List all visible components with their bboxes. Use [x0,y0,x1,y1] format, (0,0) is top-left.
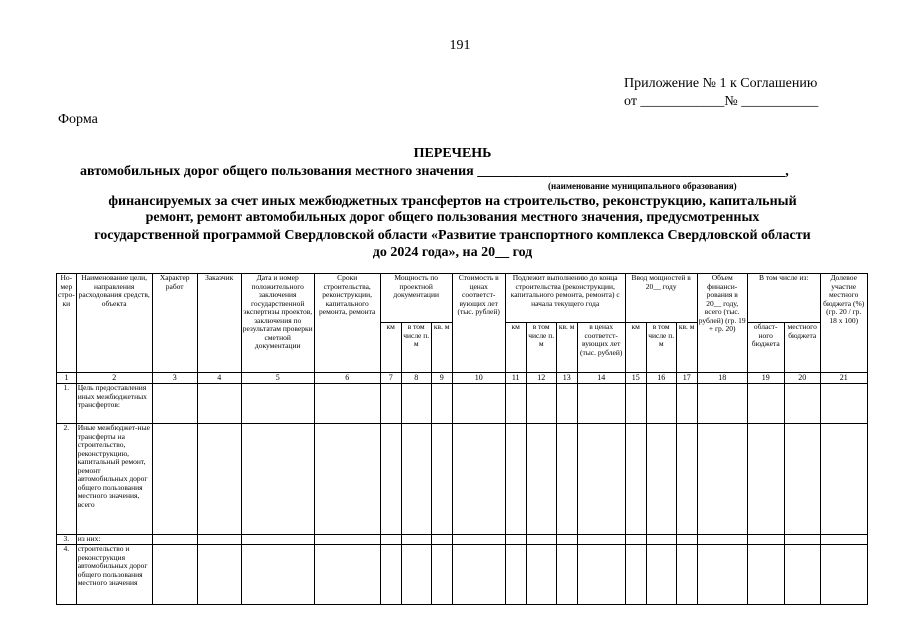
column-number: 4 [197,373,241,384]
header-sqm: кв. м [431,323,452,373]
column-number: 17 [676,373,697,384]
municipality-hint: (наименование муниципального образования) [548,181,737,191]
row-name: Цель предоставления иных межбюджетных трансфертов: [76,384,152,424]
title-line-2: финансируемых за счет иных межбюджетных трансфертов на строительство, реконструкцию, капитальный [108,194,797,209]
row-name: Иные межбюджет-ные трансферты на строительство, реконструкцию, капитальный ремонт, ремонт автомобильных дорог общего пользования местного значения, всего [76,424,152,535]
header-expertise: Дата и номер положительного заключения государственной экспертизы проектов, заключения по результатам проверки сметной документации [241,274,314,373]
column-number: 16 [646,373,676,384]
header-customer: Заказчик [197,274,241,373]
header-target-name: Наименование цели, направления расходования средств, объекта [76,274,152,373]
column-number: 12 [526,373,556,384]
header-funding-volume: Объем финанси-рования в 20__ году, всего (тыс. рублей) (гр. 19 + гр. 20) [697,274,747,373]
appendix-date-number: от ____________№ ___________ [624,94,819,109]
title-line-4: государственной программой Свердловской области «Развитие транспортного комплекса Свердловской области [94,228,811,243]
title-line-1: автомобильных дорог общего пользования местного значения ____________________________________________, [80,164,789,179]
row-number: 3. [57,535,77,545]
header-cost: Стоимость в ценах соответст-вующих лет (тыс. рублей) [452,274,505,373]
appendix-line: Приложение № 1 к Соглашению [624,76,818,91]
document-heading: ПЕРЕЧЕНЬ [413,146,492,161]
header-incl-pm: в том числе п. м [646,323,676,373]
header-incl-pm: в том числе п. м [526,323,556,373]
column-number: 10 [452,373,505,384]
header-km: км [505,323,526,373]
column-numbers-row [57,373,868,384]
column-number: 8 [401,373,431,384]
title-line-3: ремонт, ремонт автомобильных дорог общего пользования местного значения, предусмотренных [145,210,760,225]
header-incl-pm: в том числе п. м [401,323,431,373]
row-number: 1. [57,384,77,424]
column-number: 13 [556,373,577,384]
header-work-type: Характер работ [152,274,197,373]
header-local-share: Долевое участие местного бюджета (%) (гр. 20 / гр. 18 х 100) [820,274,867,373]
header-km: км [625,323,646,373]
column-number: 15 [625,373,646,384]
column-number: 20 [784,373,820,384]
header-row-number: Но-мер стро-ки [57,274,77,373]
column-number: 5 [241,373,314,384]
header-terms: Сроки строительства, реконструкции, капитального ремонта, ремонта [314,274,380,373]
page-number: 191 [449,38,471,53]
header-prices: в ценах соответст-вующих лет (тыс. рублей) [577,323,625,373]
header-remaining-work: Подлежит выполнению до конца строительства (реконструкции, капитального ремонта, ремонта) с начала текущего года [505,274,625,323]
table-row [57,424,868,535]
column-number: 7 [380,373,401,384]
header-including-from: В том числе из: [747,274,820,323]
column-number: 6 [314,373,380,384]
column-number: 1 [57,373,77,384]
table-row [57,535,868,545]
header-design-capacity: Мощность по проектной документации [380,274,452,323]
row-name: из них: [76,535,152,545]
row-name: строительство и реконструкция автомобильных дорог общего пользования местного значения [76,545,152,605]
header-regional-budget: област-ного бюджета [747,323,784,373]
header-sqm: кв. м [676,323,697,373]
column-number: 14 [577,373,625,384]
column-number: 11 [505,373,526,384]
row-number: 2. [57,424,77,535]
form-label: Форма [58,112,98,127]
row-number: 4. [57,545,77,605]
table-row [57,545,868,605]
header-km: км [380,323,401,373]
column-number: 3 [152,373,197,384]
column-number: 21 [820,373,867,384]
objects-table [56,273,868,605]
column-number: 2 [76,373,152,384]
header-capacity-commission: Ввод мощностей в 20__ году [625,274,697,323]
column-number: 19 [747,373,784,384]
column-number: 9 [431,373,452,384]
title-line-5: до 2024 года», на 20__ год [372,245,533,260]
column-number: 18 [697,373,747,384]
header-local-budget: местного бюджета [784,323,820,373]
table-row [57,384,868,424]
header-sqm: кв. м [556,323,577,373]
